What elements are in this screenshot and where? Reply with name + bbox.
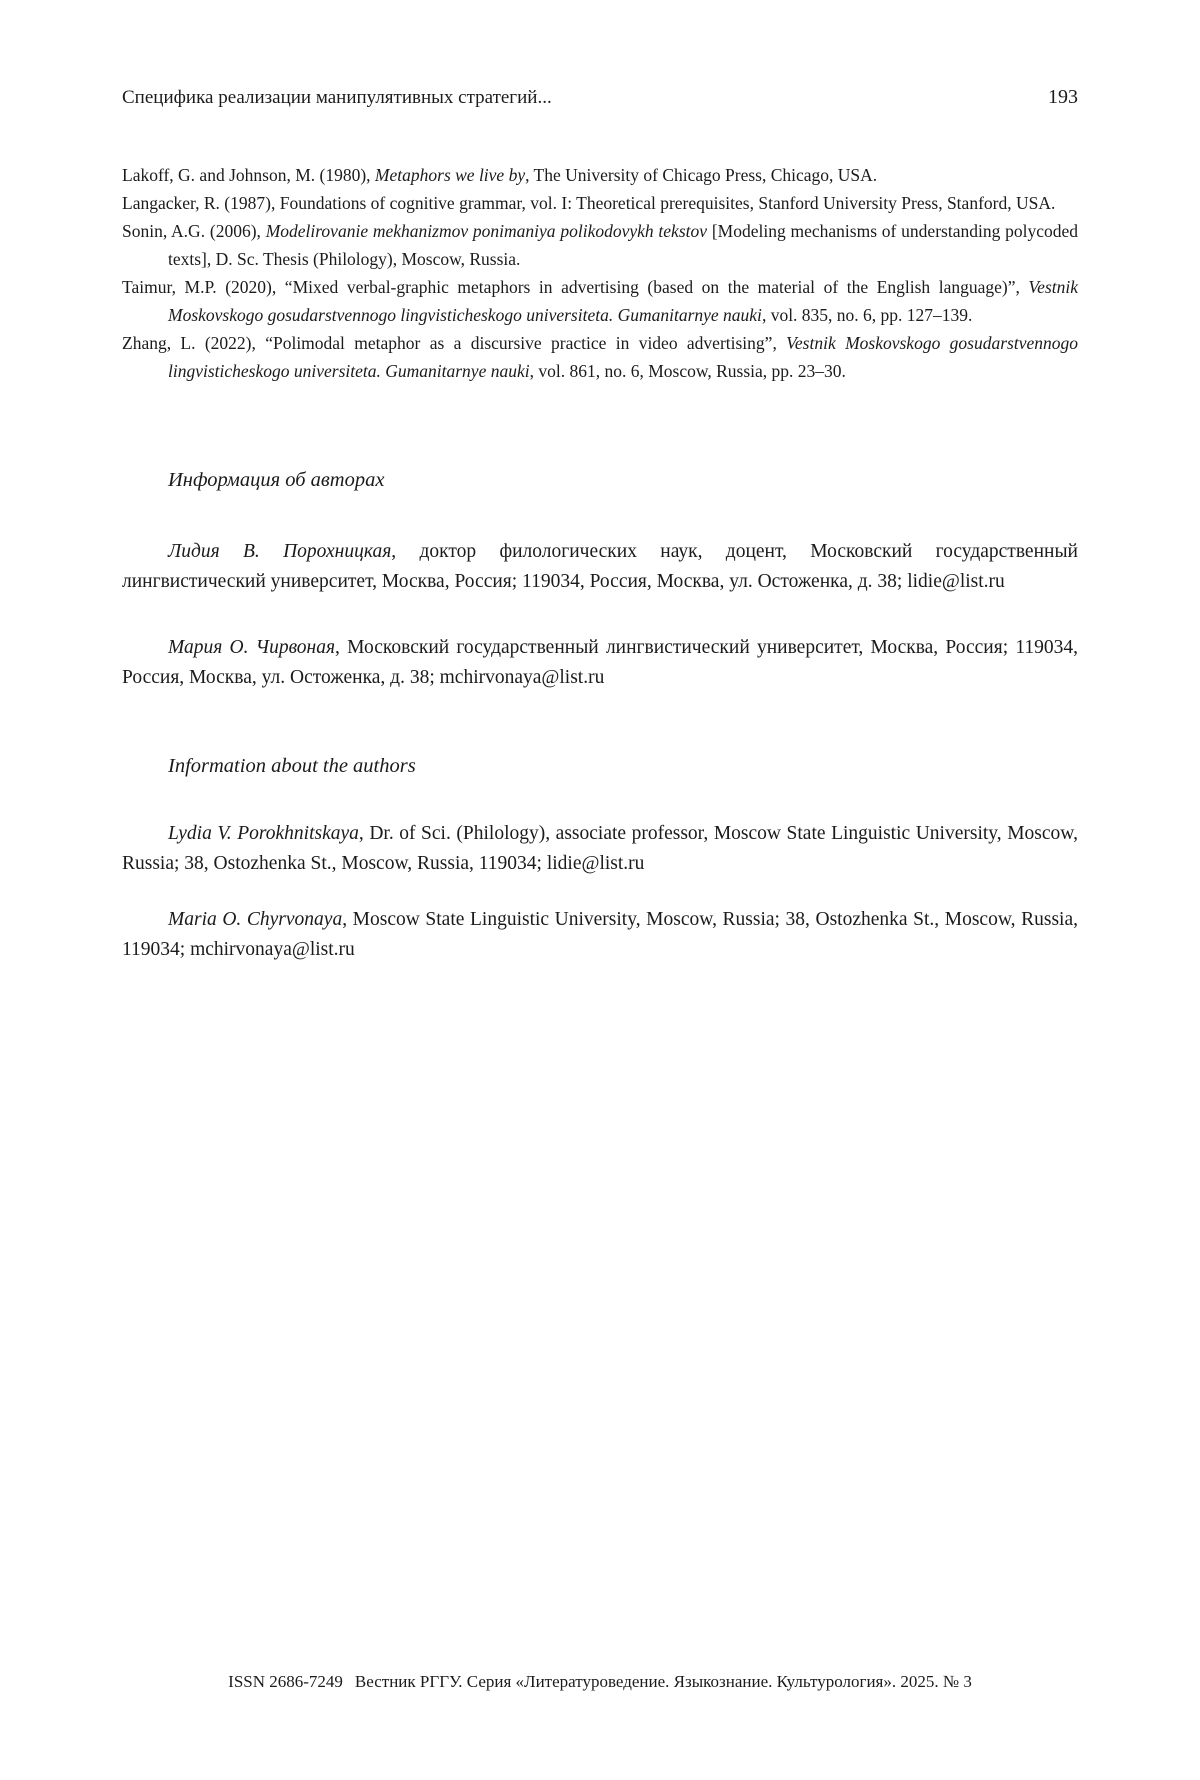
page-number: 193	[1048, 86, 1078, 108]
page-content	[122, 0, 1078, 965]
reference-item: Langacker, R. (1987), Foundations of cognitive grammar, vol. I: Theoretical prerequisites, Stanford University Press, Stanford, USA.	[122, 193, 1056, 213]
author-paragraph-ru: Мария О. Чирвоная, Московский государственный лингвистический университет, Москва, Россия; 119034, Россия, Москва, ул. Остоженка, д. 38; mchirvonaya@list.ru	[122, 637, 1078, 688]
author-paragraph-en: Maria O. Chyrvonaya, Moscow State Linguistic University, Moscow, Russia; 38, Ostozhenka St., Moscow, Russia, 119034; mchirvonaya@list.ru	[122, 909, 1078, 960]
authors-info-en-section	[122, 753, 1078, 965]
footer-issn: ISSN 2686-7249	[228, 1672, 343, 1691]
reference-item: Zhang, L. (2022), “Polimodal metaphor as a discursive practice in video advertising”, Vestnik Moskovskogo gosudarstvennogo lingvisticheskogo universiteta. Gumanitarnye nauki, vol. 861, no. 6, Moscow, Russia, pp. 23–30.	[122, 333, 1078, 381]
author-paragraph-ru: Лидия В. Порохницкая, доктор филологических наук, доцент, Московский государственный лингвистический университет, Москва, Россия; 119034, Россия, Москва, ул. Остоженка, д. 38; lidie@list.ru	[122, 541, 1078, 592]
reference-item: Lakoff, G. and Johnson, M. (1980), Metaphors we live by, The University of Chicago Press, Chicago, USA.	[122, 165, 878, 185]
reference-item: Taimur, M.P. (2020), “Mixed verbal-graphic metaphors in advertising (based on the material of the English language)”, Vestnik Moskovskogo gosudarstvennogo lingvisticheskogo universiteta. Gumanitarnye nauki, vol. 835, no. 6, pp. 127–139.	[122, 277, 1078, 325]
running-head	[122, 0, 1078, 109]
references-section	[122, 161, 1078, 385]
authors-info-ru-section	[122, 467, 1078, 693]
footer-journal: Вестник РГГУ. Серия «Литературоведение. Языкознание. Культурология». 2025. № 3	[354, 1672, 972, 1691]
running-head-title: Специфика реализации манипулятивных стратегий...	[122, 87, 552, 108]
author-paragraph-en: Lydia V. Porokhnitskaya, Dr. of Sci. (Philology), associate professor, Moscow State Linguistic University, Moscow, Russia; 38, Ostozhenka St., Moscow, Russia, 119034; lidie@list.ru	[122, 823, 1078, 874]
authors-info-ru-heading: Информация об авторах	[168, 469, 385, 491]
reference-item: Sonin, A.G. (2006), Modelirovanie mekhanizmov ponimaniya polikodovykh tekstov [Modeling mechanisms of understanding polycoded texts], D. Sc. Thesis (Philology), Moscow, Russia.	[122, 221, 1079, 269]
authors-info-en-heading: Information about the authors	[168, 755, 416, 777]
page-footer	[122, 1671, 1078, 1693]
